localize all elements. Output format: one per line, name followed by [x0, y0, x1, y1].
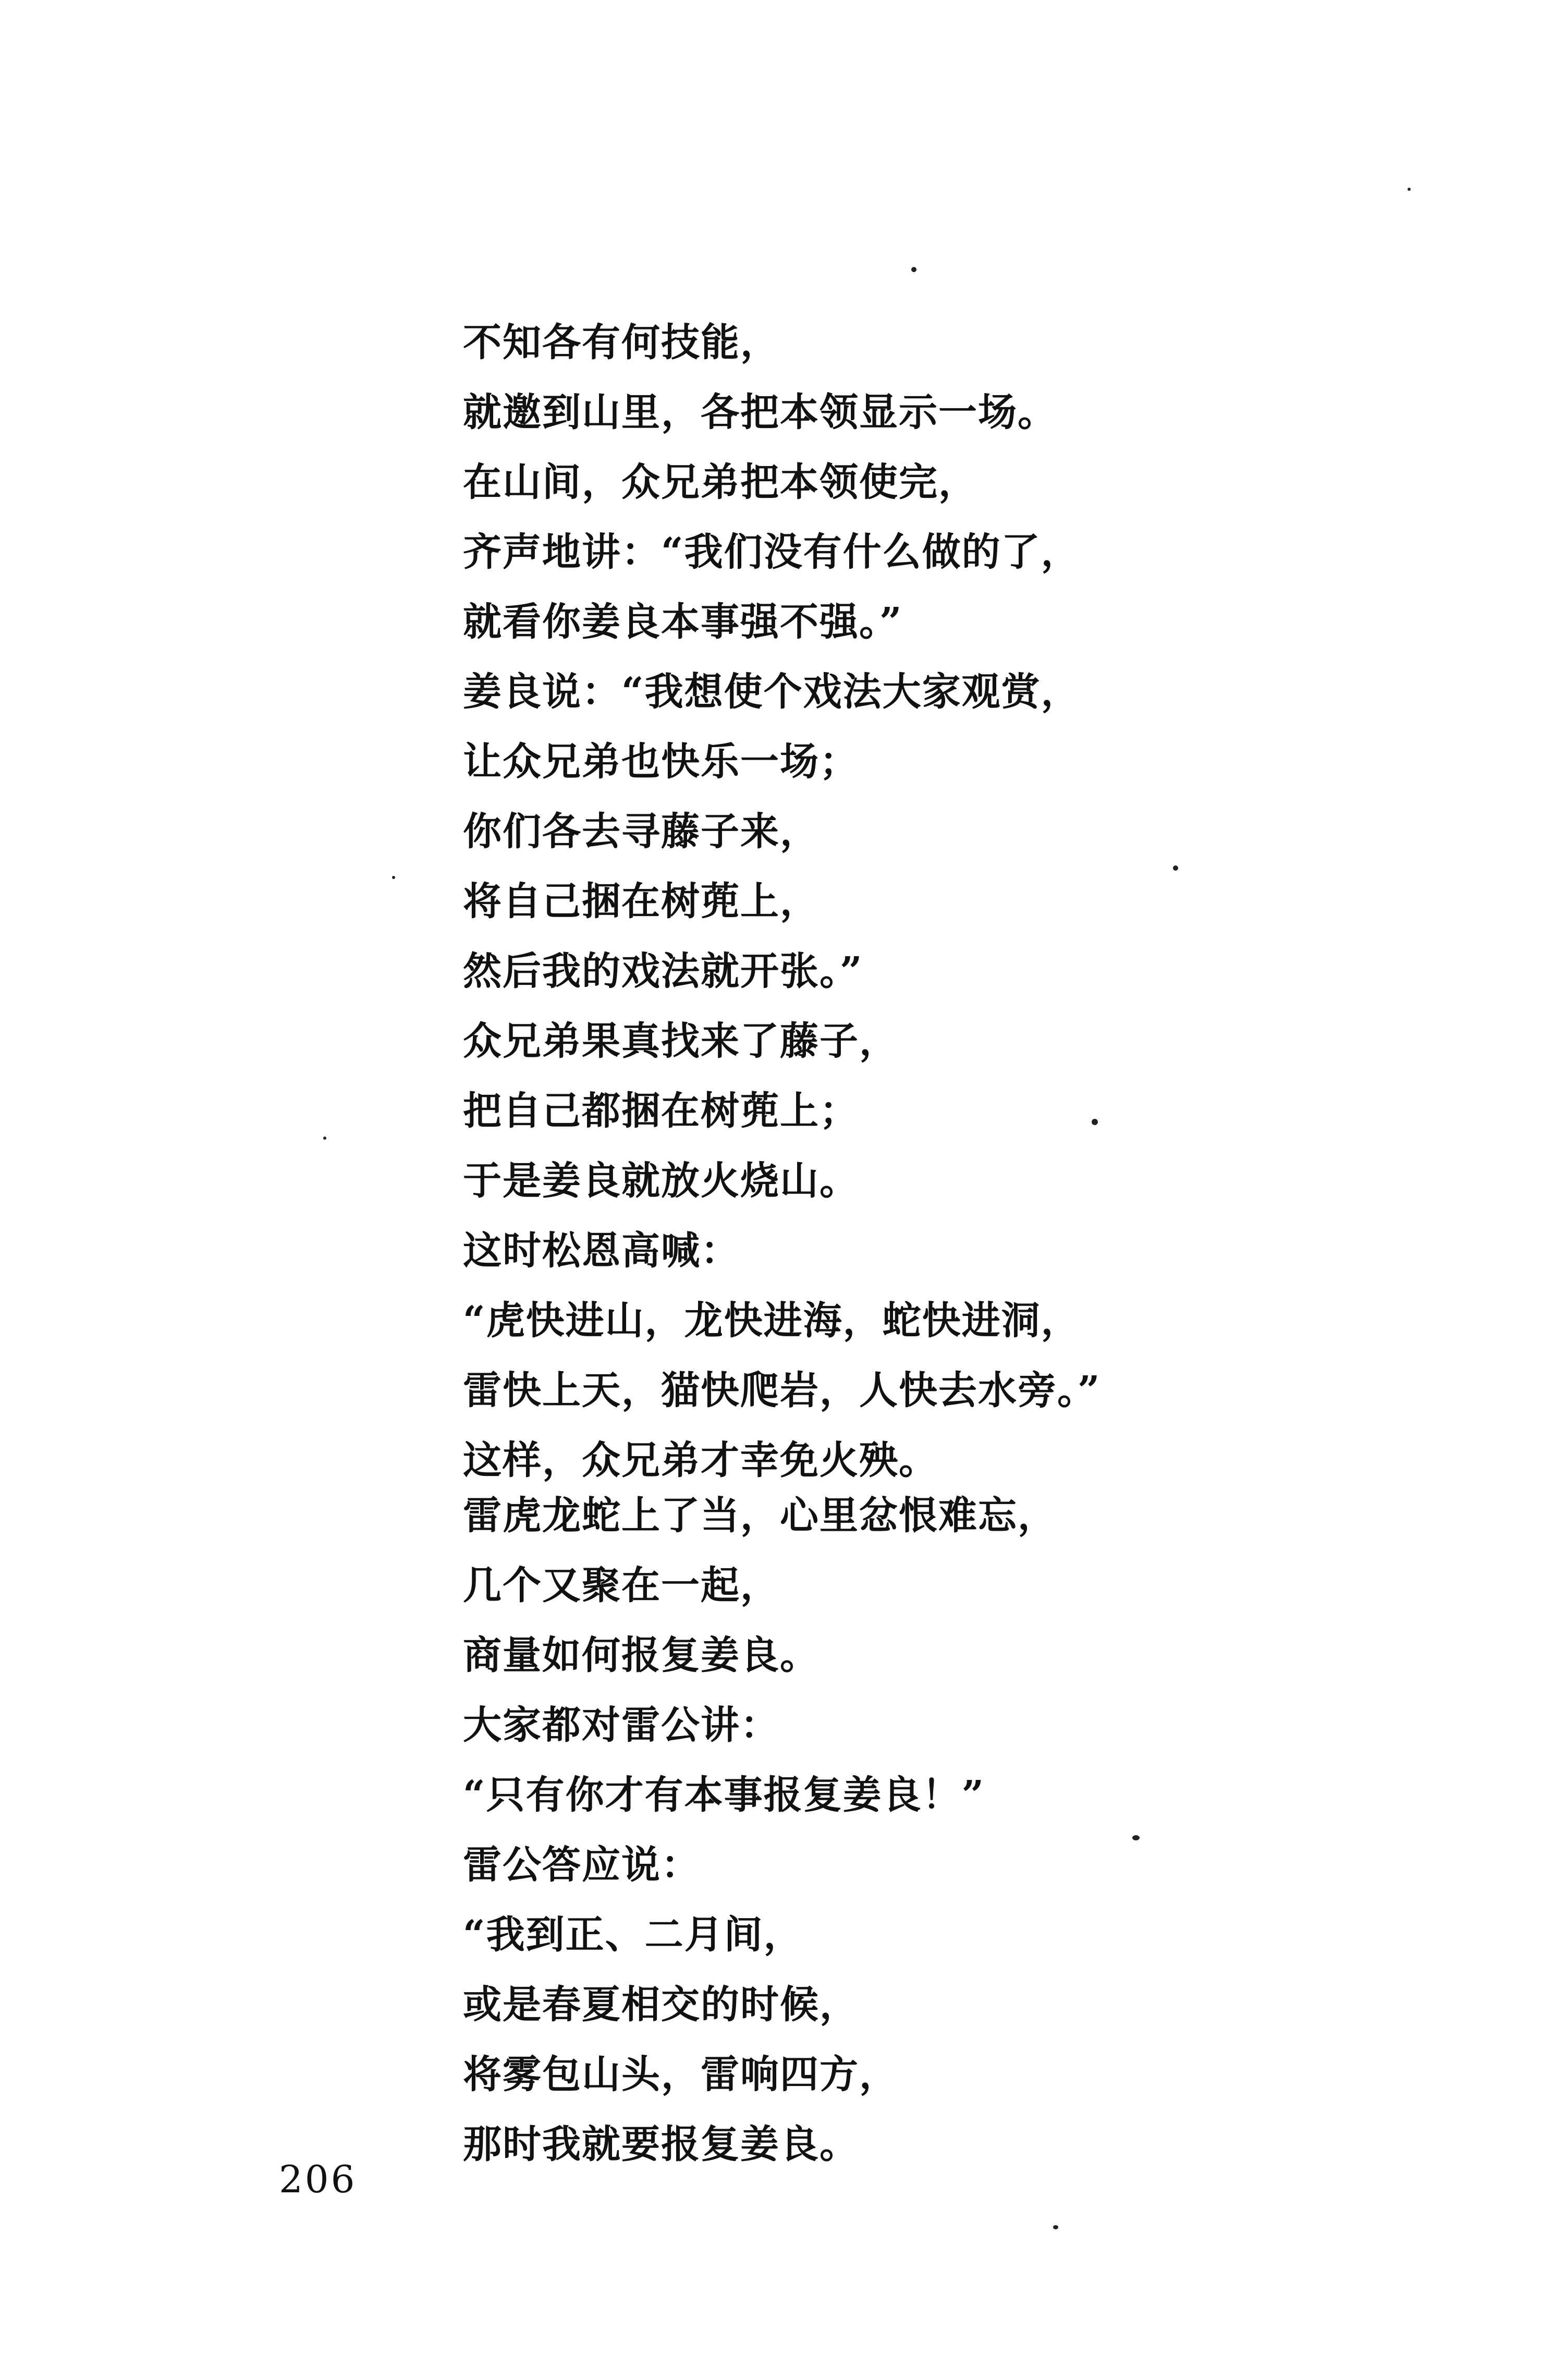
scan-speck — [1173, 865, 1178, 871]
poem-line: 这时松恩高喊： — [463, 1228, 740, 1273]
poem-line: 雷公答应说： — [463, 1842, 701, 1887]
poem-line: 商量如何报复姜良。 — [463, 1633, 820, 1678]
poem-line: “虎快进山，龙快进海，蛇快进洞， — [463, 1298, 1081, 1343]
poem-line: 几个又聚在一起， — [463, 1563, 780, 1608]
poem-line: “我到正、二月间， — [463, 1912, 803, 1957]
scan-speck — [392, 876, 395, 879]
poem-line: 姜良说：“我想使个戏法大家观赏， — [463, 669, 1081, 714]
poem-line: 就邀到山里，各把本领显示一场。 — [463, 390, 1057, 435]
poem-line: 不知各有何技能， — [463, 320, 780, 365]
poem-line: 雷快上天，猫快爬岩，人快去水旁。” — [463, 1368, 1101, 1413]
poem-line: “只有你才有本事报复姜良！” — [463, 1773, 985, 1817]
poem-line: 那时我就要报复姜良。 — [463, 2122, 859, 2167]
poem-line: 在山间，众兄弟把本领使完， — [463, 460, 978, 505]
poem-line: 众兄弟果真找来了藤子， — [463, 1019, 899, 1064]
poem-line: 这样，众兄弟才幸免火殃。 — [463, 1438, 938, 1483]
poem-line: 大家都对雷公讲： — [463, 1703, 780, 1748]
scan-speck — [911, 267, 916, 272]
poem-line: 将雾包山头，雷响四方， — [463, 2052, 899, 2097]
scan-speck — [1408, 188, 1411, 191]
poem-line: 你们各去寻藤子来， — [463, 809, 820, 854]
poem-stanza-1 — [463, 308, 1245, 1495]
scan-speck — [1132, 1835, 1140, 1840]
page-number: 206 — [279, 2157, 357, 2201]
poem-line: 雷虎龙蛇上了当，心里忿恨难忘， — [463, 1493, 1057, 1538]
poem-line: 就看你姜良本事强不强。” — [463, 600, 903, 644]
poem-line: 齐声地讲：“我们没有什么做的了， — [463, 530, 1081, 575]
scan-speck — [1092, 1119, 1098, 1125]
poem-stanza-2 — [463, 1481, 1245, 2179]
poem-line: 把自己都捆在树蔸上； — [463, 1089, 859, 1133]
poem-line: 然后我的戏法就开张。” — [463, 949, 863, 994]
poem-line: 于是姜良就放火烧山。 — [463, 1158, 859, 1203]
scan-speck — [1053, 2225, 1058, 2229]
poem-line: 或是春夏相交的时候， — [463, 1982, 859, 2027]
poem-line: 将自己捆在树蔸上， — [463, 879, 820, 924]
poem-line: 让众兄弟也快乐一场； — [463, 739, 859, 784]
scan-speck — [323, 1137, 326, 1140]
